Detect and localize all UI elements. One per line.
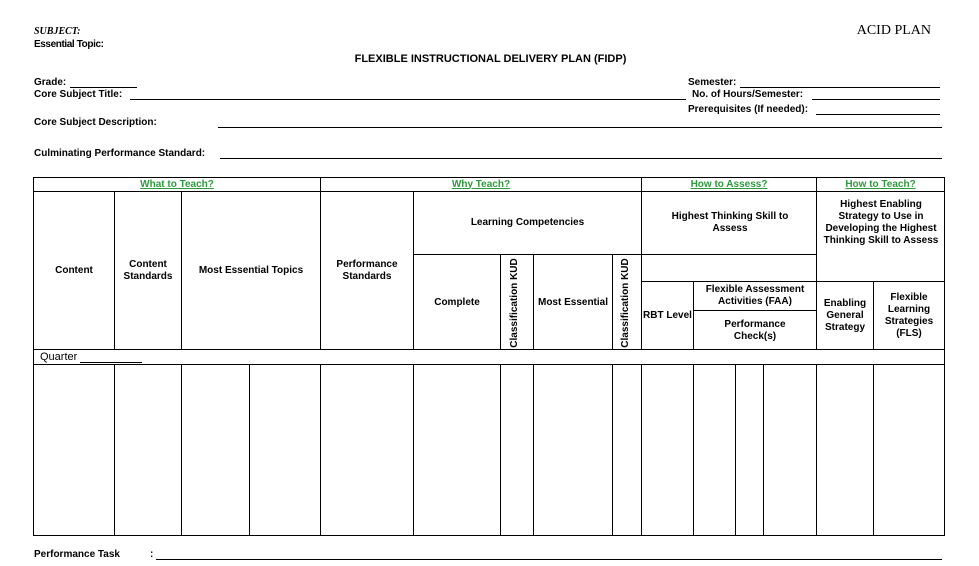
performance-task-line: [156, 559, 942, 560]
header-rbt-level: RBT Level: [643, 310, 692, 321]
header-fls: Flexible Learning Strategies (FLS): [884, 292, 934, 339]
core-subject-description-label: Core Subject Description:: [34, 117, 157, 128]
group-how-to-teach: How to Teach?: [845, 178, 916, 190]
header-faa: Flexible Assessment Activities (FAA): [705, 284, 805, 307]
group-what-to-teach: What to Teach?: [140, 178, 214, 190]
header-most-essential-topics: Most Essential Topics: [198, 265, 304, 276]
grade-label: Grade:: [34, 77, 67, 88]
group-why-teach: Why Teach?: [451, 178, 511, 190]
core-subject-title-label: Core Subject Title:: [34, 89, 123, 100]
quarter-label: Quarter: [40, 351, 78, 363]
performance-task-colon: :: [150, 549, 154, 560]
culminating-standard-label: Culminating Performance Standard:: [34, 148, 206, 159]
header-performance-standards: Performance Standards: [336, 259, 398, 282]
header-classification-kud-2: Classification KUD: [620, 258, 631, 348]
performance-task-label: Performance Task: [34, 549, 120, 560]
document-title: FLEXIBLE INSTRUCTIONAL DELIVERY PLAN (FIDP): [354, 53, 627, 65]
header-most-essential: Most Essential: [537, 296, 609, 308]
semester-label: Semester:: [688, 77, 737, 88]
header-complete: Complete: [434, 296, 480, 308]
header-learning-competencies: Learning Competencies: [470, 217, 585, 228]
quarter-line: [80, 362, 142, 363]
header-content: Content: [55, 265, 93, 276]
subject-label: SUBJECT:: [34, 26, 81, 37]
header-highest-enabling-strategy: Highest Enabling Strategy to Use in Developing the Highest Thinking Skill to Assess: [823, 199, 939, 246]
header-content-standards: Content Standards: [123, 259, 173, 282]
header-classification-kud-1: Classification KUD: [509, 258, 520, 348]
header-enabling-general-strategy: Enabling General Strategy: [823, 298, 867, 333]
group-how-to-assess: How to Assess?: [690, 178, 768, 190]
prerequisites-label: Prerequisites (If needed):: [688, 104, 809, 115]
essential-topic-label: Essential Topic:: [34, 39, 104, 50]
hours-label: No. of Hours/Semester:: [692, 89, 804, 100]
header-performance-checks: Performance Check(s): [724, 318, 786, 342]
acid-plan-label: ACID PLAN: [856, 23, 931, 38]
header-highest-thinking-skill: Highest Thinking Skill to Assess: [671, 211, 789, 234]
